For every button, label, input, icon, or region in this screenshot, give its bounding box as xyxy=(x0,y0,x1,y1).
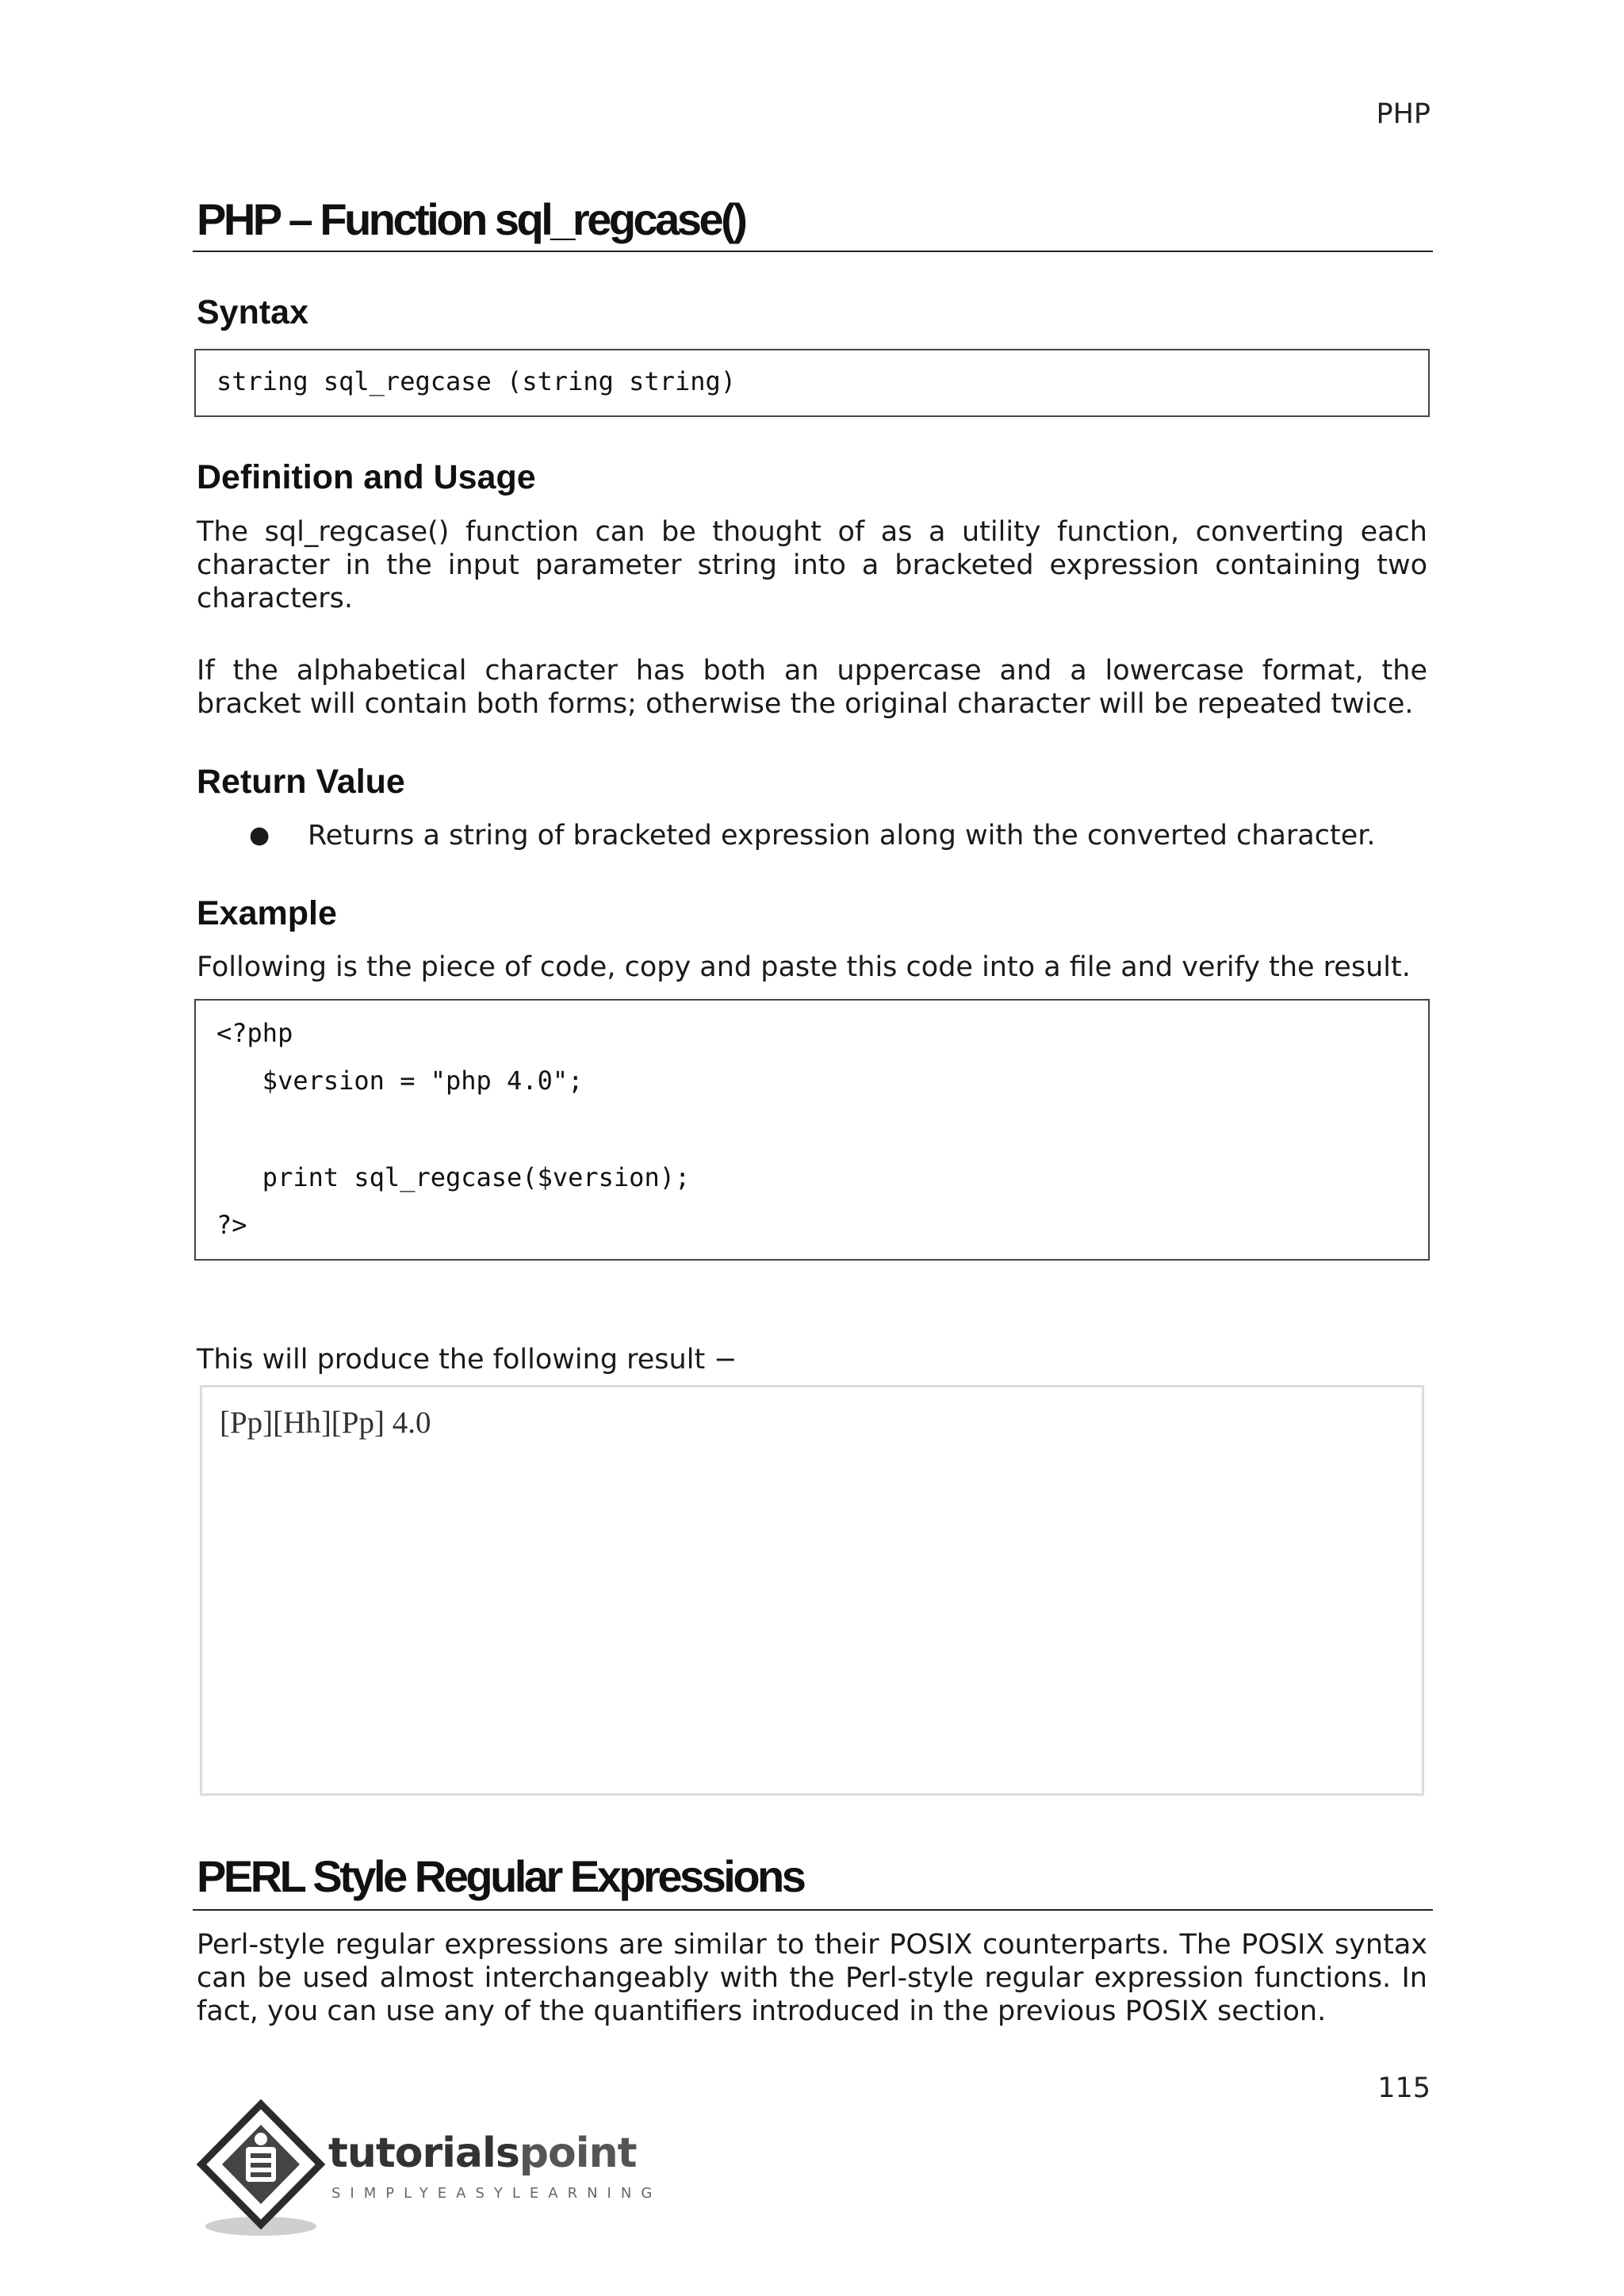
code-line-4: print sql_regcase($version); xyxy=(216,1162,691,1192)
bullet-text: Returns a string of bracketed expression along with the converted character. xyxy=(308,820,1376,851)
perl-paragraph: Perl-style regular expressions are similar to their POSIX counterparts. The POSIX syntax can be used almost interchangeably with the Perl-style regular expression functions. In fact, you can use any of the quantifiers introduced in the previous POSIX section. xyxy=(197,1929,1427,2027)
logo-word-accent: point xyxy=(519,2130,637,2177)
heading-example: Example xyxy=(197,894,337,932)
example-code-box xyxy=(194,999,1430,1261)
code-line-1: <?php xyxy=(216,1018,293,1048)
heading-return-value: Return Value xyxy=(197,763,405,801)
running-header: PHP xyxy=(1376,98,1431,130)
section-title-perl xyxy=(193,1852,1433,1911)
code-line-5: ?> xyxy=(216,1210,247,1240)
example-intro: Following is the piece of code, copy and paste this code into a file and verify the result. xyxy=(197,951,1411,983)
result-output-box xyxy=(200,1385,1424,1796)
section-title-sql-regcase xyxy=(193,195,1433,252)
section-title-text: PERL Style Regular Expressions xyxy=(197,1851,804,1901)
section-title-text: PHP – Function sql_regcase() xyxy=(197,194,745,244)
logo-tagline: SIMPLYEASYLEARNING xyxy=(331,2185,662,2202)
bullet-icon: ● xyxy=(249,821,270,849)
code-line-2: $version = "php 4.0"; xyxy=(216,1066,584,1096)
syntax-code-line: string sql_regcase (string string) xyxy=(216,366,737,396)
definition-paragraph-2: If the alphabetical character has both an uppercase and a lowercase format, the bracket will contain both forms; otherwise the original character will be repeated twice. xyxy=(197,655,1427,720)
list-item xyxy=(197,820,1427,855)
tutorialspoint-logo xyxy=(193,2098,669,2241)
syntax-code-box xyxy=(194,349,1430,417)
heading-definition-usage: Definition and Usage xyxy=(197,458,536,496)
result-output-text: [Pp][Hh][Pp] 4.0 xyxy=(220,1406,431,1440)
heading-syntax: Syntax xyxy=(197,293,309,331)
logo-diamond-icon xyxy=(193,2098,328,2241)
definition-paragraph-1: The sql_regcase() function can be thought of as a utility function, converting each character in the input parameter string into a bracketed expression containing two characters. xyxy=(197,516,1427,614)
logo-word-main: tutorials xyxy=(328,2130,519,2177)
result-intro: This will produce the following result − xyxy=(197,1344,737,1376)
logo-wordmark xyxy=(328,2130,636,2177)
page-number: 115 xyxy=(1377,2072,1431,2104)
